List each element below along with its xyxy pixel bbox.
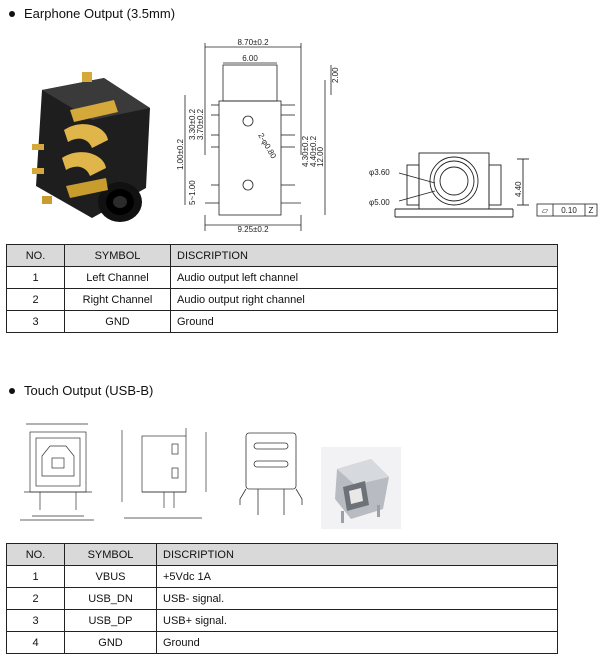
cell-no: 1	[7, 566, 65, 588]
earphone-front-drawing	[365, 145, 605, 230]
dim-left-3b: 3.70±0.2	[196, 108, 205, 140]
col-description: DISCRIPTION	[171, 245, 558, 267]
usb-side-drawing	[102, 422, 222, 527]
section-usb-heading	[9, 383, 153, 398]
cell-no: 2	[7, 289, 65, 311]
cell-no: 1	[7, 267, 65, 289]
section-usb-title: Touch Output (USB-B)	[24, 383, 154, 398]
usb-pin-table	[6, 543, 558, 654]
cell-description: USB+ signal.	[157, 610, 558, 632]
dim-width-top: 8.70±0.2	[237, 38, 269, 47]
tolerance-value: 0.10	[561, 206, 577, 215]
section-earphone-heading	[9, 6, 175, 21]
dim-left-5: 5~1.00	[188, 180, 197, 205]
dim-phi500: φ5.00	[369, 198, 390, 207]
dim-left-3: 3.30±0.2	[188, 108, 197, 140]
cell-description: +5Vdc 1A	[157, 566, 558, 588]
table-row	[7, 610, 558, 632]
table-row	[7, 311, 558, 333]
dim-right-2: 2.00	[331, 67, 340, 83]
col-symbol: SYMBOL	[65, 245, 171, 267]
table-header-row	[7, 245, 558, 267]
cell-symbol: Left Channel	[65, 267, 171, 289]
cell-description: Ground	[157, 632, 558, 654]
cell-description: USB- signal.	[157, 588, 558, 610]
earphone-pin-table	[6, 244, 558, 333]
usb-b-photo	[321, 447, 401, 529]
cell-no: 3	[7, 311, 65, 333]
table-header-row	[7, 544, 558, 566]
dim-phi360: φ3.60	[369, 168, 390, 177]
bullet-icon	[9, 388, 15, 394]
tolerance-symbol: ⏥	[541, 206, 549, 215]
dim-right-4b: 4.40±0.2	[309, 135, 318, 167]
dim-left-1: 1.00±0.2	[176, 138, 185, 170]
col-no: NO.	[7, 245, 65, 267]
table-row	[7, 289, 558, 311]
table-row	[7, 632, 558, 654]
cell-no: 4	[7, 632, 65, 654]
cell-description: Audio output left channel	[171, 267, 558, 289]
dim-right-12: 12.00	[316, 146, 325, 167]
cell-description: Audio output right channel	[171, 289, 558, 311]
cell-symbol: GND	[65, 632, 157, 654]
bullet-icon	[9, 11, 15, 17]
dim-h440: 4.40	[514, 181, 523, 197]
dim-inner-top: 6.00	[242, 54, 258, 63]
flatness-tolerance-box	[537, 204, 597, 216]
dim-diag: 2-φ0.80	[256, 131, 278, 161]
usb-bottom-drawing	[236, 425, 308, 525]
cell-symbol: GND	[65, 311, 171, 333]
col-symbol: SYMBOL	[65, 544, 157, 566]
cell-symbol: USB_DN	[65, 588, 157, 610]
cell-symbol: USB_DP	[65, 610, 157, 632]
usb-front-drawing	[10, 418, 102, 528]
table-row	[7, 267, 558, 289]
earphone-jack-photo	[22, 68, 157, 228]
cell-no: 3	[7, 610, 65, 632]
earphone-side-drawing	[175, 35, 345, 235]
cell-symbol: VBUS	[65, 566, 157, 588]
tolerance-ref: Z	[588, 206, 594, 215]
cell-symbol: Right Channel	[65, 289, 171, 311]
dim-bottom: 9.25±0.2	[237, 225, 269, 234]
cell-no: 2	[7, 588, 65, 610]
dim-right-4: 4.30±0.2	[301, 135, 310, 167]
cell-description: Ground	[171, 311, 558, 333]
table-row	[7, 566, 558, 588]
col-description: DISCRIPTION	[157, 544, 558, 566]
table-row	[7, 588, 558, 610]
section-earphone-title: Earphone Output (3.5mm)	[24, 6, 176, 21]
col-no: NO.	[7, 544, 65, 566]
